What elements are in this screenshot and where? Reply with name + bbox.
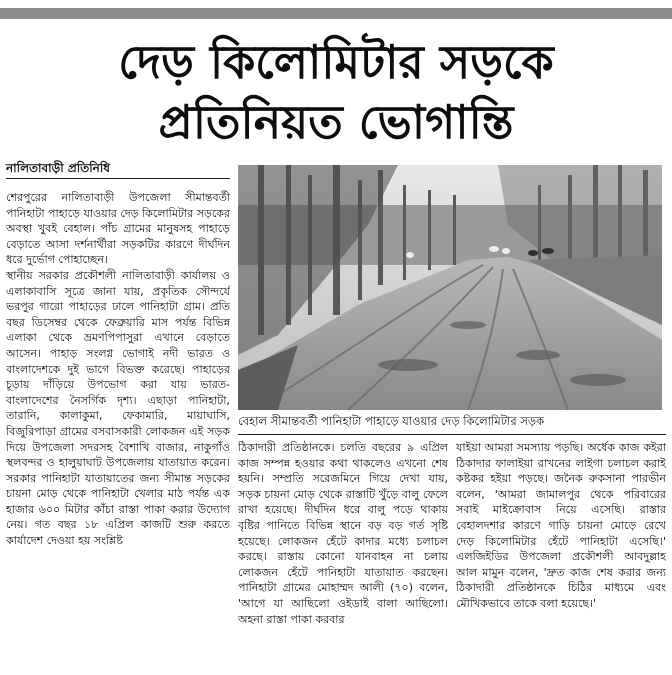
byline: নালিতাবাড়ী প্রতিনিধি — [6, 161, 110, 175]
col1-paragraph-2: স্থানীয় সরকার প্রকৌশলী নালিতাবাড়ী কার্যালয় ও এলাকাবাসি সূত্রে জানা যায়, প্রকৃতিক সৌন্দর্যে ভরপুর গারো পাহাড়ের ঢালে পানিহাটা গ্রাম। প্রতি বছর ডিসেম্বর থেকে ফেব্রুয়ারি মাস পর্যন্ত বিভিন্ন এলাকা থেকে ভ্রমণপিপাসুরা এখানে বেড়াতে আসেন। পাহাড় সংলগ্ন ভোগাই নদী ভারত ও বাংলাদেশকে দুই ভাগে বিভক্ত করেছে। পাহাড়ের চূড়ায় দাঁড়িয়ে উপভোগ করা যায় ভারত-বাংলাদেশের নৈসর্গিক দৃশ্য। এছাড়া পানিহাটা, তারানি, কালাকুমা, ফেকামারি, মায়াঘাসি, বিজুরিপাড়া গ্রামের বসবাসকারী লোকজন এই সড়ক দিয়ে উপজেলা সদরসহ বৈশাখি বাজার, নাকুগাঁও স্থলবন্দর ও হালুয়াঘাট উপজেলায় যাতায়াত করেন। সরকার পানিহাটা যাতায়াতের জন্য সীমান্ত সড়কের চায়না মোড় থেকে পানিহাটা খেলার মাঠ পর্যন্ত এক হাজার ৬০০ মিটার কাঁচা রাস্তা পাকা করার উদ্যোগ নেয়। গত বছর ১৮ এপ্রিল কাজটি শুরু করতে কার্যাদেশ দেওয়া হয় সংশ্লিষ্ট — [6, 268, 230, 548]
col2-paragraph-1: ঠিকাদারী প্রতিষ্ঠানকে। চলতি বছরের ৯ এপ্রিল কাজ সম্পন্ন হওয়ার কথা থাকলেও এখনো শেষ হয়নি। সম্প্রতি সরেজমিনে গিয়ে দেখা যায়, সড়ক চায়না মোড় থেকে রাস্তাটি খুঁড়ে বালু ফেলে রাখা হয়েছে। দীর্ঘদিন ধরে বালু পড়ে থাকায় বৃষ্টির পানিতে বিভিন্ন স্থানে বড় বড় গর্ত সৃষ্টি হয়েছে। লোকজন হেঁটে কাদার মধ্যে চলাচল করছে। রাস্তায় কোনো যানবাহন না চলায় লোকজন হেঁটে পানিহাটা যাতায়াত করছেন। পানিহাটা গ্রামের মোহাম্মদ আলী (৭০) বলেন, 'আগে যা আছিলো ওইডাই বালা আছিলো। অহনা রাস্তা পাকা করবার — [238, 441, 448, 626]
road-photo-illustration — [238, 165, 662, 410]
article-photo — [238, 165, 662, 410]
headline-line-1: দেড় কিলোমিটার সড়কে — [118, 35, 554, 89]
caption-divider — [238, 434, 666, 435]
top-banner-bar — [0, 8, 672, 19]
photo-caption: বেহাল সীমান্তবর্তী পানিহাটা পাহাড়ে যাওয়ার দেড় কিলোমিটার সড়ক — [238, 414, 545, 428]
headline — [0, 32, 672, 152]
col3-paragraph-1: যাইয়া আমরা সমস্যায় পড়ছি। অর্ধেক কাজ কইরা ঠিকাদার ফালাইয়া রাখনের লাইগা চলাচল করাই কষ্টকর হইয়া পড়ছে। জনৈক রুকসানা পারভীন বলেন, 'আমরা জামালপুর থেকে পরিবারের সবাই মাইক্রোবাস নিয়ে এসেছি। রাস্তার বেহালদশার কারণে গাড়ি চায়না মোড়ে রেখে দেড় কিলোমিটার হেঁটে পানিহাটা এসেছি।' এলজিইডির উপজেলা প্রকৌশলী আবদুল্লাহ আল মামুন বলেন, 'দ্রুত কাজ শেষ করার জন্য ঠিকাদারী প্রতিষ্ঠানকে চিঠির মাধ্যমে এবং মৌখিকভাবে তাকে বলা হয়েছে।' — [456, 441, 666, 610]
col1-paragraph-1: শেরপুরের নালিতাবাড়ী উপজেলা সীমান্তবর্তী পানিহাটা পাহাড়ে যাওয়ার দেড় কিলোমিটার সড়কের অবস্থা খুবই বেহাল। পাঁচ গ্রামের মানুষসহ পাহাড়ে বেড়াতে আসা দর্শনার্থীরা সড়কটির কারণে দীর্ঘদিন ধরে দুর্ভোগ পোহাচ্ছেন। — [6, 191, 230, 267]
article-column-3 — [456, 440, 666, 675]
headline-line-2: প্রতিনিয়ত ভোগান্তি — [158, 95, 514, 149]
article-column-2 — [238, 440, 448, 675]
article-column-1 — [6, 190, 230, 675]
byline-divider — [6, 178, 230, 179]
